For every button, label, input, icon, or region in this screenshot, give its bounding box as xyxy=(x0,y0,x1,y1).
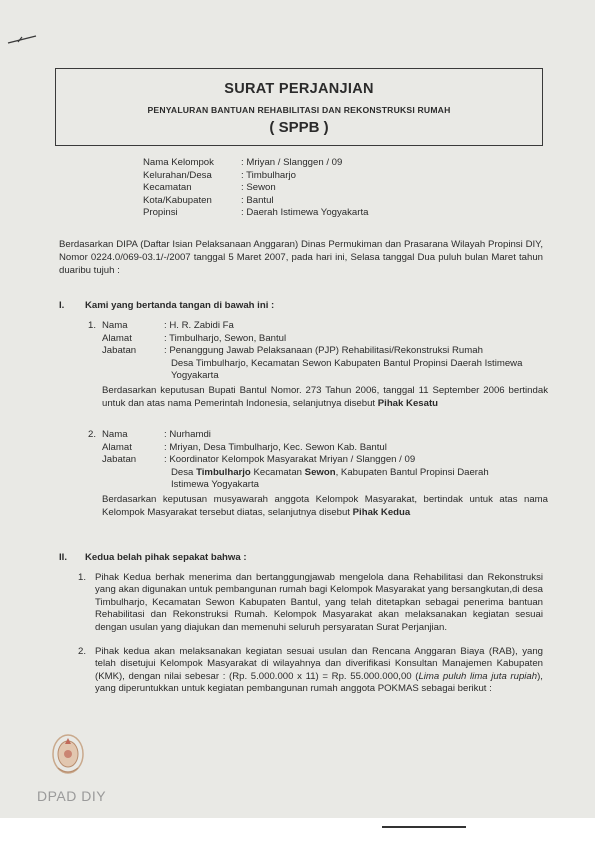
party-value xyxy=(164,345,548,383)
item-text-part: ), yang diperuntukkan untuk kegiatan pembangunan rumah anggota POKMAS sebagai berikut : xyxy=(95,670,543,695)
party-row xyxy=(88,320,548,333)
info-row xyxy=(143,207,368,220)
jabatan-line: Yogyakarta xyxy=(171,370,219,382)
intro-paragraph: Berdasarkan DIPA (Daftar Isian Pelaksanaan Anggaran) Dinas Permukiman dan Prasarana Wilayah Propinsi DIY, Nomor 0224.0/069-03.1/-/2007 tanggal 5 Maret 2007, pada hari ini, Selasa tanggal Dua puluh bulan Maret tahun duaribu tujuh : xyxy=(59,239,543,276)
info-row xyxy=(143,195,368,208)
info-value: : Daerah Istimewa Yogyakarta xyxy=(241,207,369,218)
party-label: Jabatan xyxy=(102,345,137,357)
seal-logo-icon xyxy=(48,728,88,780)
party-label: Nama xyxy=(102,320,128,331)
jabatan-line: : Koordinator Kelompok Masyarakat Mriyan / Slanggen / 09 xyxy=(164,454,416,466)
party-note xyxy=(102,494,548,519)
info-label: Kecamatan xyxy=(143,182,192,193)
info-value: : Mriyan / Slanggen / 09 xyxy=(241,157,343,168)
document-code: ( SPPB ) xyxy=(269,119,329,136)
info-value: : Timbulharjo xyxy=(241,169,296,181)
party-note xyxy=(102,385,548,410)
document-title: SURAT PERJANJIAN xyxy=(224,81,374,97)
item-number: 1. xyxy=(78,572,87,583)
section-title: Kami yang bertanda tangan di bawah ini : xyxy=(85,300,275,311)
watermark: DPAD DIY xyxy=(37,788,107,804)
info-label: Propinsi xyxy=(143,207,178,218)
party-1 xyxy=(88,320,548,410)
item-text: Pihak Kedua berhak menerima dan bertanggungjawab mengelola dana Rehabilitasi dan Rekonstruksi yang akan digunakan untuk pembangunan rumah bagi Kelompok Masyarakat yang bersangkutan,di desa Timbulharjo, Kecamatan Sewon Kabupaten Bantul, yang telah ditetapkan sebagai penerima bantuan Rehabilitasi dan Rekonstruksi Rumah. Kelompok Masyarakat akan melaksanakan kegiatan sesuai dengan usulan yang diajukan dan memenuhi seluruh persyaratan Surat Perjanjian. xyxy=(95,572,543,633)
section-heading xyxy=(59,300,274,311)
party-value: : Timbulharjo, Sewon, Bantul xyxy=(164,332,287,344)
jabatan-bold: Timbulharjo xyxy=(196,466,251,478)
agreement-item xyxy=(78,572,543,634)
party-row xyxy=(88,442,548,455)
party-2 xyxy=(88,429,548,519)
item-number: 2. xyxy=(78,646,87,657)
party-label: Alamat xyxy=(102,441,132,453)
jabatan-text: Desa xyxy=(171,466,197,478)
item-text xyxy=(95,646,543,696)
party-label: Nama xyxy=(102,429,128,440)
info-row xyxy=(143,157,368,170)
info-value: : Sewon xyxy=(241,182,276,193)
party-value: : H. R. Zabidi Fa xyxy=(164,320,234,331)
jabatan-line: Istimewa Yogyakarta xyxy=(171,479,259,491)
group-info xyxy=(143,157,368,220)
document-subtitle: PENYALURAN BANTUAN REHABILITASI DAN REKONSTRUKSI RUMAH xyxy=(147,105,451,115)
jabatan-bold: Sewon xyxy=(304,466,336,478)
party-row xyxy=(88,333,548,346)
party-row xyxy=(88,454,548,492)
party-label: Jabatan xyxy=(102,454,137,466)
section-title: Kedua belah pihak sepakat bahwa : xyxy=(85,552,247,563)
party-note-text: Berdasarkan keputusan Bupati Bantul Nomor. 273 Tahun 2006, tanggal 11 September 2006 bertindak untuk dan atas nama Pemerintah Indonesia, selanjutnya disebut xyxy=(102,384,548,409)
party-label: Alamat xyxy=(102,332,132,344)
party-note-text: Berdasarkan keputusan musyawarah anggota Kelompok Masyarakat, bertindak untuk atas nama Kelompok Masyarakat tersebut diatas, selanjutnya disebut xyxy=(102,493,548,518)
info-value: : Bantul xyxy=(241,194,274,206)
party-number: 1. xyxy=(88,320,97,331)
section-number: II. xyxy=(59,552,67,563)
party-value: : Mriyan, Desa Timbulharjo, Kec. Sewon Kab. Bantul xyxy=(164,441,387,453)
jabatan-line: : Penanggung Jawab Pelaksanaan (PJP) Rehabilitasi/Rekonstruksi Rumah xyxy=(164,345,483,357)
footer-line xyxy=(382,826,466,828)
info-row xyxy=(143,170,368,183)
amount-in-words: Lima puluh lima juta rupiah xyxy=(418,670,538,682)
info-row xyxy=(143,182,368,195)
pen-mark xyxy=(6,34,38,46)
section-heading xyxy=(59,552,247,563)
party-designation: Pihak Kedua xyxy=(352,506,411,518)
jabatan-text: Kecamatan xyxy=(250,466,305,478)
agreement-item xyxy=(78,646,543,696)
party-value: : Nurhamdi xyxy=(164,429,211,440)
jabatan-line: Desa Timbulharjo, Kecamatan Sewon Kabupaten Bantul Propinsi Daerah Istimewa xyxy=(171,357,523,369)
info-label: Nama Kelompok xyxy=(143,157,214,168)
party-number: 2. xyxy=(88,429,97,440)
jabatan-line xyxy=(164,467,548,480)
party-designation: Pihak Kesatu xyxy=(377,397,439,409)
party-value xyxy=(164,454,548,492)
party-row xyxy=(88,345,548,383)
jabatan-text: , Kabupaten Bantul Propinsi Daerah xyxy=(335,466,489,478)
item-text-part: Pihak kedua akan melaksanakan kegiatan sesuai usulan dan Rencana Anggaran Biaya (RAB), yang telah disetujui Kelompok Masyarakat di wilayahnya dan diverifikasi Konsultan Manajemen Kabupaten (KMK), dengan nilai sebesar : (Rp. 5.000.000 x 11) = Rp. 55.000.000,00 ( xyxy=(95,646,543,682)
party-row xyxy=(88,429,548,442)
section-number: I. xyxy=(59,300,65,311)
info-label: Kelurahan/Desa xyxy=(143,169,212,181)
info-label: Kota/Kabupaten xyxy=(143,194,212,206)
title-box xyxy=(55,68,543,146)
